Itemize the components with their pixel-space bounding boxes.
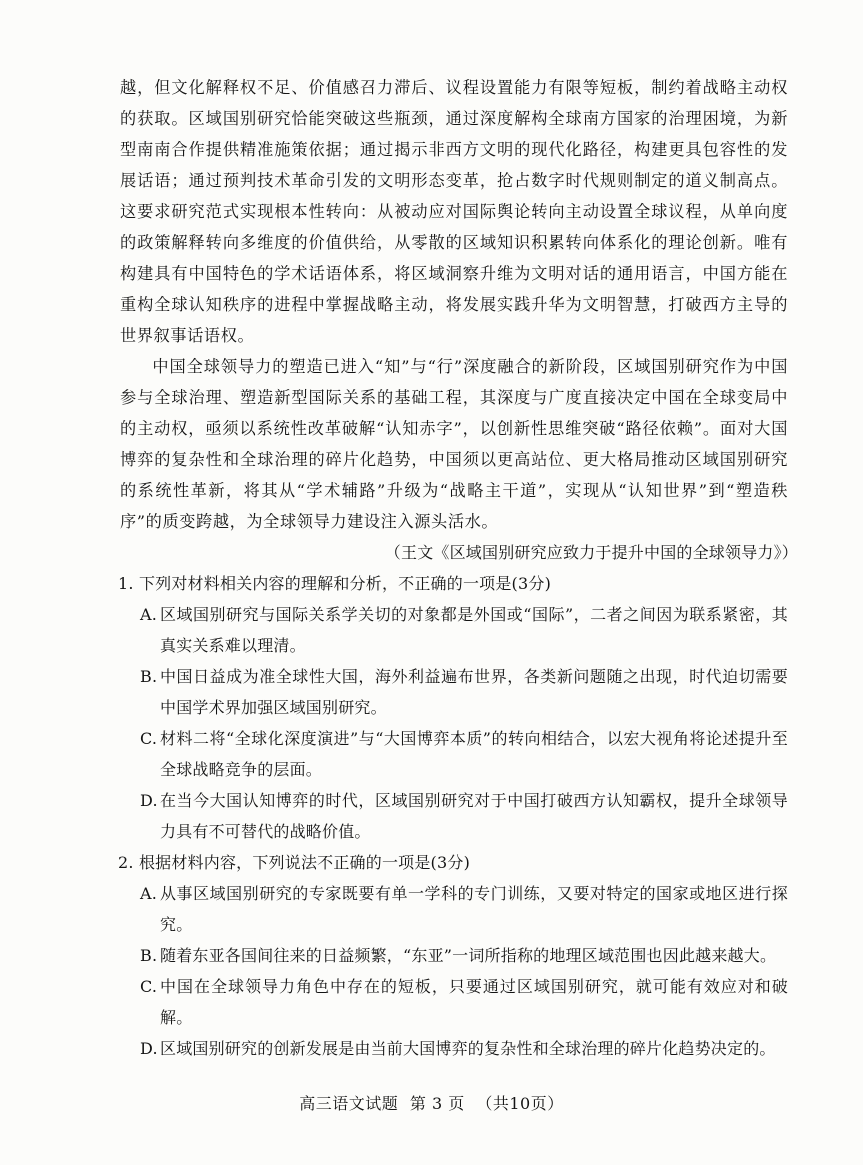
option-text: 从事区域国别研究的专家既要有单一学科的专门训练，又要对特定的国家或地区进行探究。 <box>160 884 788 934</box>
footer-total-pages: （共10页） <box>476 1094 564 1113</box>
option-letter: D. <box>140 791 158 810</box>
option-letter: B. <box>140 667 158 686</box>
footer-page-number: 第 3 页 <box>409 1094 465 1113</box>
option-d <box>140 1033 788 1064</box>
option-letter: C. <box>140 977 158 996</box>
option-text: 随着东亚各国间往来的日益频繁，“东亚”一词所指称的地理区域范围也因此越来越大。 <box>160 946 777 965</box>
option-text: 中国日益成为准全球性大国，海外利益遍布世界，各类新问题随之出现，时代迫切需要中国学术界加强区域国别研究。 <box>160 667 788 717</box>
page-footer <box>0 1091 863 1114</box>
option-text: 区域国别研究与国际关系学关切的对象都是外国或“国际”，二者之间因为联系紧密，其真实关系难以理清。 <box>160 605 788 655</box>
option-c <box>140 723 788 785</box>
option-b <box>140 661 788 723</box>
option-text: 中国在全球领导力角色中存在的短板，只要通过区域国别研究，就可能有效应对和破解。 <box>160 977 788 1027</box>
option-text: 在当今大国认知博弈的时代，区域国别研究对于中国打破西方认知霸权，提升全球领导力具有不可替代的战略价值。 <box>160 791 788 841</box>
option-a <box>140 599 788 661</box>
page-content <box>118 72 798 1064</box>
option-letter: C. <box>140 729 158 748</box>
passage-paragraph: 中国全球领导力的塑造已进入“知”与“行”深度融合的新阶段，区域国别研究作为中国参与全球治理、塑造新型国际关系的基础工程，其深度与广度直接决定中国在全球变局中的主动权，亟须以系统性改革破解“认知赤字”，以创新性思维突破“路径依赖”。面对大国博弈的复杂性和全球治理的碎片化趋势，中国须以更高站位、更大格局推动区域国别研究的系统性革新，将其从“学术辅路”升级为“战略主干道”，实现从“认知世界”到“塑造秩序”的质变跨越，为全球领导力建设注入源头活水。 <box>120 357 788 531</box>
source-citation: （王文《区域国别研究应致力于提升中国的全球领导力》） <box>384 543 798 562</box>
option-a <box>140 878 788 940</box>
option-d <box>140 785 788 847</box>
option-letter: A. <box>140 605 158 624</box>
option-letter: B. <box>140 946 158 965</box>
question-stem: 2. 根据材料内容，下列说法不正确的一项是(3分) <box>118 853 471 872</box>
passage-paragraph: 越，但文化解释权不足、价值感召力滞后、议程设置能力有限等短板，制约着战略主动权的获取。区域国别研究恰能突破这些瓶颈，通过深度解构全球南方国家的治理困境，为新型南南合作提供精准施策依据；通过揭示非西方文明的现代化路径，构建更具包容性的发展话语；通过预判技术革命引发的文明形态变革，抢占数字时代规则制定的道义制高点。这要求研究范式实现根本性转向：从被动应对国际舆论转向主动设置全球议程，从单向度的政策解释转向多维度的价值供给，从零散的区域知识积累转向体系化的理论创新。唯有构建具有中国特色的学术话语体系，将区域洞察升维为文明对话的通用语言，中国方能在重构全球认知秩序的进程中掌握战略主动，将发展实践升华为文明智慧，打破西方主导的世界叙事话语权。 <box>120 78 788 345</box>
question-stem: 1. 下列对材料相关内容的理解和分析，不正确的一项是(3分) <box>118 574 552 593</box>
option-b <box>140 940 788 971</box>
question-1 <box>120 568 788 847</box>
footer-title: 高三语文试题 <box>299 1094 399 1113</box>
option-letter: D. <box>140 1039 158 1058</box>
option-text: 材料二将“全球化深度演进”与“大国博弈本质”的转向相结合，以宏大视角将论述提升至全球战略竞争的层面。 <box>160 729 788 779</box>
option-letter: A. <box>140 884 158 903</box>
option-text: 区域国别研究的创新发展是由当前大国博弈的复杂性和全球治理的碎片化趋势决定的。 <box>160 1039 776 1058</box>
question-2 <box>120 847 788 1064</box>
option-c <box>140 971 788 1033</box>
